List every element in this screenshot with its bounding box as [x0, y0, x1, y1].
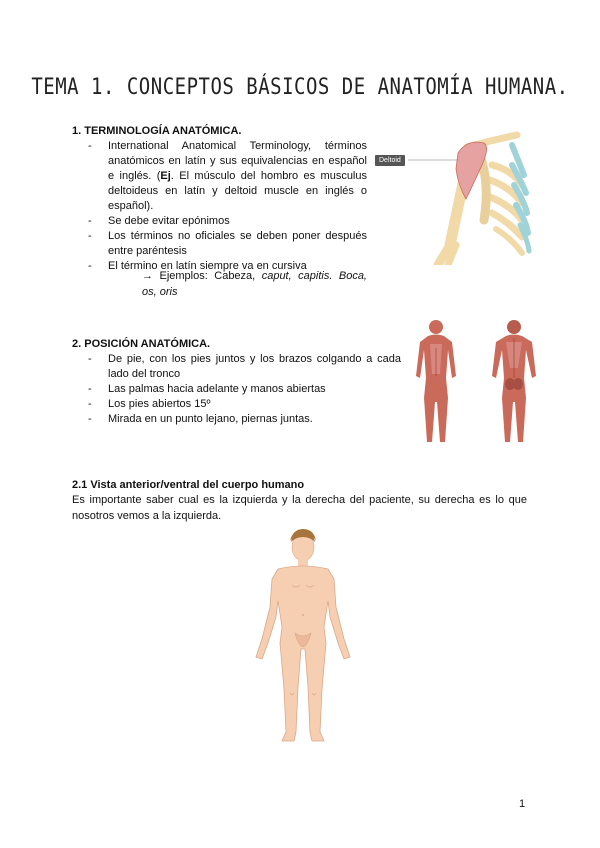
item-text: International Anatomical Terminology, términos anatómicos en latín y sus equivalencias en español e inglés. ( [108, 140, 367, 182]
section-2-1-text: Es importante saber cual es la izquierda y la derecha del paciente, su derecha es lo que nosotros vemos a la izquierda. [72, 494, 527, 522]
list-item: - Las palmas hacia adelante y manos abiertas [88, 382, 401, 397]
shoulder-illustration [372, 125, 532, 265]
front-muscle-figure [416, 320, 456, 442]
anterior-body-illustration [248, 527, 358, 749]
page-number: 1 [519, 798, 526, 810]
body-figure [248, 527, 358, 749]
list-item: - El término en latín siempre va en cursiva [88, 259, 367, 274]
example-prefix: → Ejemplos: Cabeza, [142, 270, 262, 282]
list-item: - Los pies abiertos 15º [88, 397, 401, 412]
list-item: - De pie, con los pies juntos y los brazos colgando a cada lado del tronco [88, 352, 401, 382]
section-1-heading: 1. TERMINOLOGÍA ANATÓMICA. [72, 125, 242, 137]
list-item: - Los términos no oficiales se deben poner después entre paréntesis [88, 229, 367, 259]
page-title: TEMA 1. CONCEPTOS BÁSICOS DE ANATOMÍA HUMANA. [31, 74, 569, 100]
list-item: - Se debe evitar epónimos [88, 214, 367, 229]
section-2-1-heading: 2.1 Vista anterior/ventral del cuerpo humano [72, 479, 305, 491]
example-latin: caput, capitis. Boca, os, oris [142, 270, 367, 298]
section-2-heading: 2. POSICIÓN ANATÓMICA. [72, 338, 211, 350]
muscle-figures [412, 318, 552, 444]
example-line [88, 268, 367, 300]
terminology-list [88, 139, 367, 274]
deltoid-label: Deltoid [375, 155, 405, 166]
list-item [88, 139, 367, 214]
shoulder-figure [372, 125, 532, 265]
item-bold: Ej [160, 170, 171, 182]
position-list [88, 352, 401, 427]
anatomical-muscle-illustration [412, 318, 552, 444]
item-text: . El músculo del hombro es musculus deltoideus en latín y deltoid muscle en inglés o español). [108, 170, 367, 212]
list-item: - Mirada en un punto lejano, piernas juntas. [88, 412, 401, 427]
back-muscle-figure [492, 320, 536, 442]
